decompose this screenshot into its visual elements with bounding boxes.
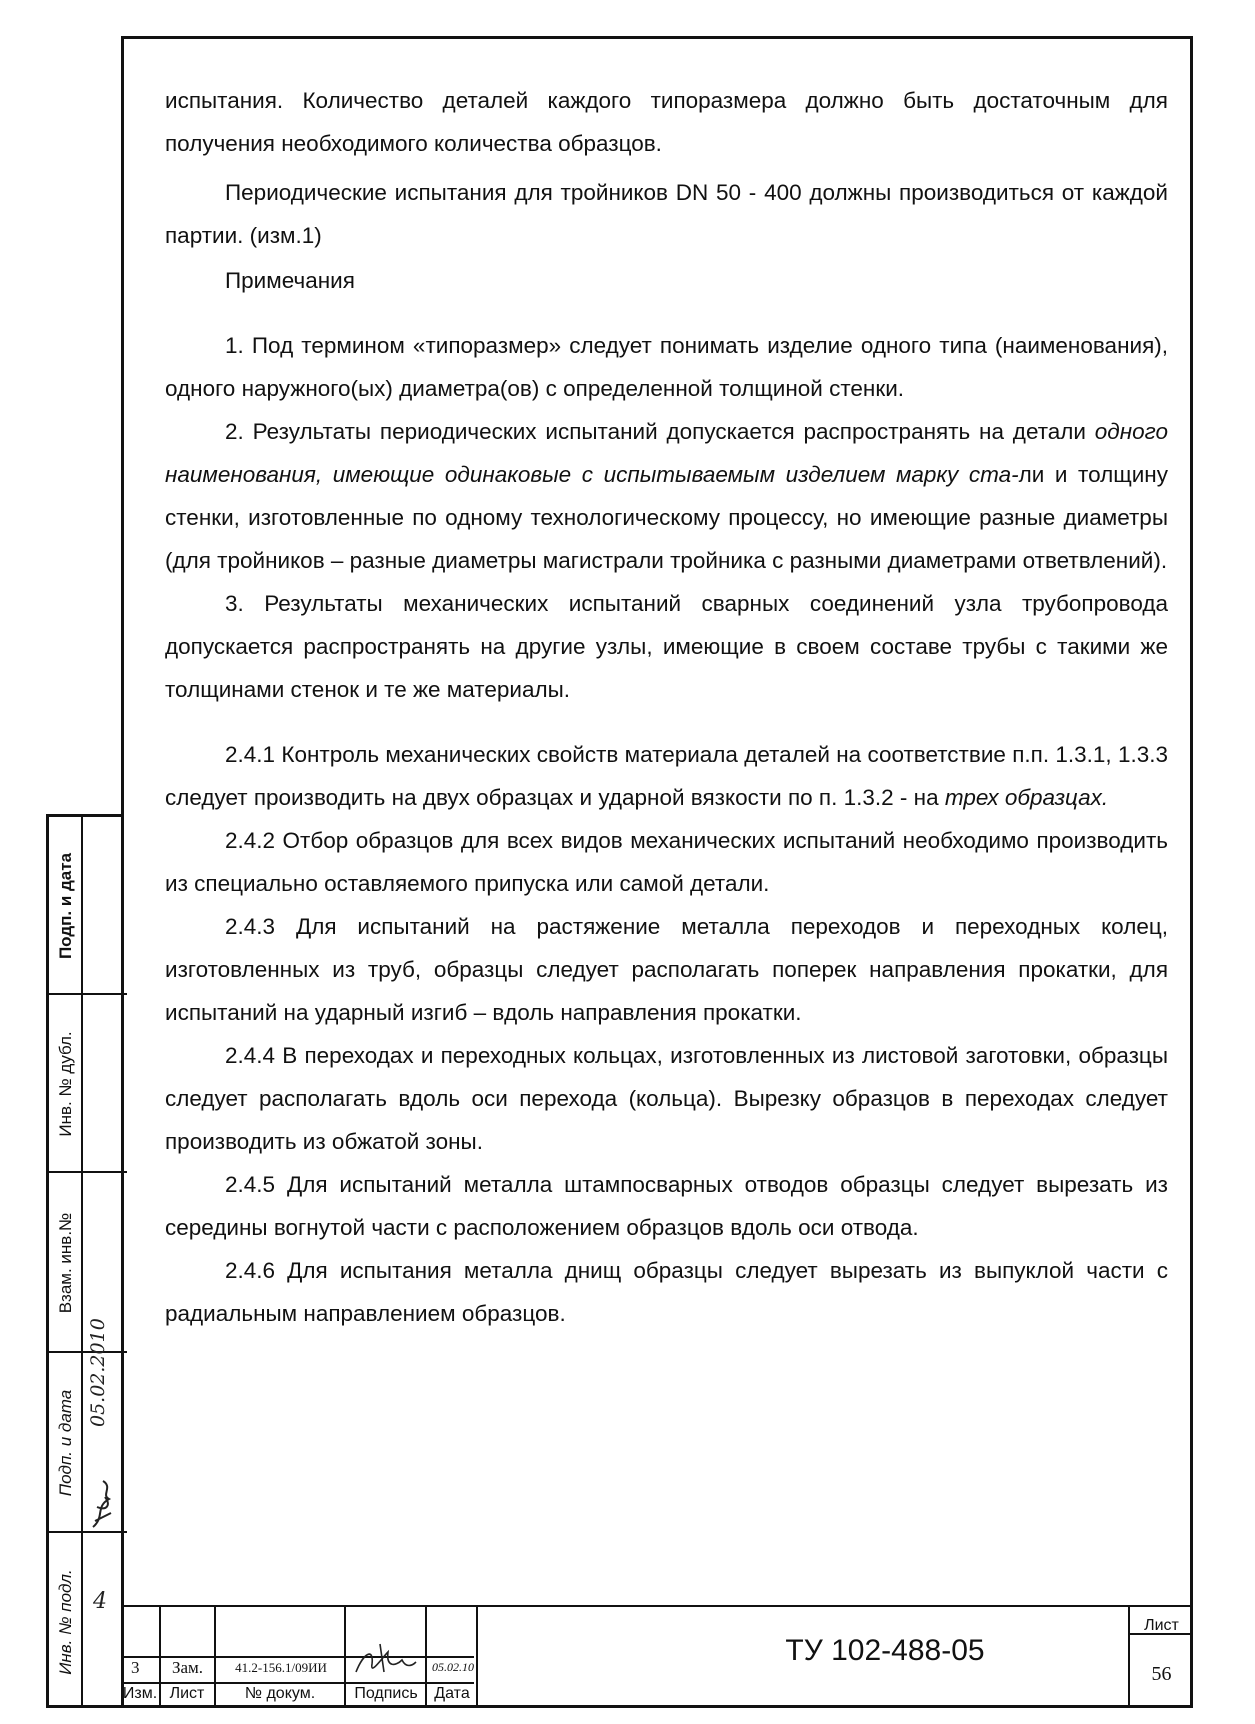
note-2-part-a: 2. Результаты периодических испытаний допускается распространять на детали xyxy=(225,419,1095,444)
label-inv-podl: Инв. № подл. xyxy=(56,1569,75,1675)
section-2-4-1-text: 2.4.1 Контроль механических свойств материала деталей на соответствие п.п. 1.3.1, 1.3.3 следует производить на двух образцах и ударной вязкости по п. 1.3.2 - на xyxy=(165,742,1168,810)
label-podp-data-1: Подп. и дата xyxy=(56,852,75,960)
section-2-4-3: 2.4.3 Для испытаний на растяжение металла переходов и переходных колец, изготовленных из труб, образцы следует располагать поперек направления прокатки, для испытаний на ударный изгиб – вдоль направления прокатки. xyxy=(165,914,1168,1025)
sheet-number: 56 xyxy=(1151,1663,1172,1685)
section-2-4-1-italic: трех образцах. xyxy=(944,785,1109,810)
section-2-4-1 xyxy=(165,733,1168,819)
section-2-4-6: 2.4.6 Для испытания металла днищ образцы следует вырезать из выпуклой части с радиальным направлением образцов. xyxy=(165,1258,1168,1326)
document-code: ТУ 102-488-05 xyxy=(785,1634,985,1667)
handwritten-inv-number: 4 xyxy=(93,1589,107,1614)
note-2-italic: одного наименования, имеющие одинаковые с испытываемым изделием марку ста- xyxy=(165,419,1168,487)
main-text xyxy=(165,79,1168,1335)
revision-date: 05.02.10 xyxy=(432,1660,474,1674)
sheet-label: Лист xyxy=(1144,1617,1179,1634)
notes-heading: Примечания xyxy=(225,268,355,293)
header-date: Дата xyxy=(434,1685,470,1702)
section-2-4-2: 2.4.2 Отбор образцов для всех видов механических испытаний необходимо производить из специально оставляемого припуска или самой детали. xyxy=(165,828,1168,896)
revision-doc-number: 41.2-156.1/09ИИ xyxy=(235,1660,327,1675)
label-inv-dubl: Инв. № дубл. xyxy=(56,1031,75,1137)
paragraph: испытания. Количество деталей каждого типоразмера должно быть достаточным для получения необходимого количества образцов. xyxy=(165,88,1168,156)
signature-icon xyxy=(350,1638,420,1680)
label-podp-data-2: Подп. и дата xyxy=(56,1389,75,1497)
note-1: 1. Под термином «типоразмер» следует понимать изделие одного типа (наименования), одного наружного(ых) диаметра(ов) с определенной толщиной стенки. xyxy=(165,333,1168,401)
note-3: 3. Результаты механических испытаний сварных соединений узла трубопровода допускается распространять на другие узлы, имеющие в своем составе трубы с такими же толщинами стенок и те же материалы. xyxy=(165,591,1168,702)
header-list: Лист xyxy=(169,1685,205,1702)
note-2 xyxy=(165,410,1168,582)
header-doc-number: № докум. xyxy=(244,1685,316,1702)
handwritten-date: 05.02.2010 xyxy=(87,1318,109,1427)
section-2-4-5: 2.4.5 Для испытаний металла штампосварных отводов образцы следует вырезать из середины вогнутой части с расположением образцов вдоль оси отвода. xyxy=(165,1172,1168,1240)
header-signature: Подпись xyxy=(354,1685,418,1702)
handwritten-signature-icon xyxy=(87,1477,117,1533)
paragraph: Периодические испытания для тройников DN 50 - 400 должны производиться от каждой партии. (изм.1) xyxy=(165,180,1168,248)
label-vzam-inv: Взам. инв.№ xyxy=(56,1212,75,1314)
note-2-part-b: ли и толщину стенки, изготовленные по одному технологическому процессу, но имеющие разные диаметры (для тройников – разные диаметры магистрали тройника с разными диаметрами ответвлений). xyxy=(165,462,1168,573)
revision-type: Зам. xyxy=(171,1658,204,1677)
left-stamp-strip xyxy=(46,814,124,1708)
revision-number: 3 xyxy=(131,1658,140,1677)
header-izm: Изм. xyxy=(122,1685,158,1702)
section-2-4-4: 2.4.4 В переходах и переходных кольцах, изготовленных из листовой заготовки, образцы следует располагать вдоль оси перехода (кольца). Вырезку образцов в переходах следует производить из обжатой зоны. xyxy=(165,1043,1168,1154)
